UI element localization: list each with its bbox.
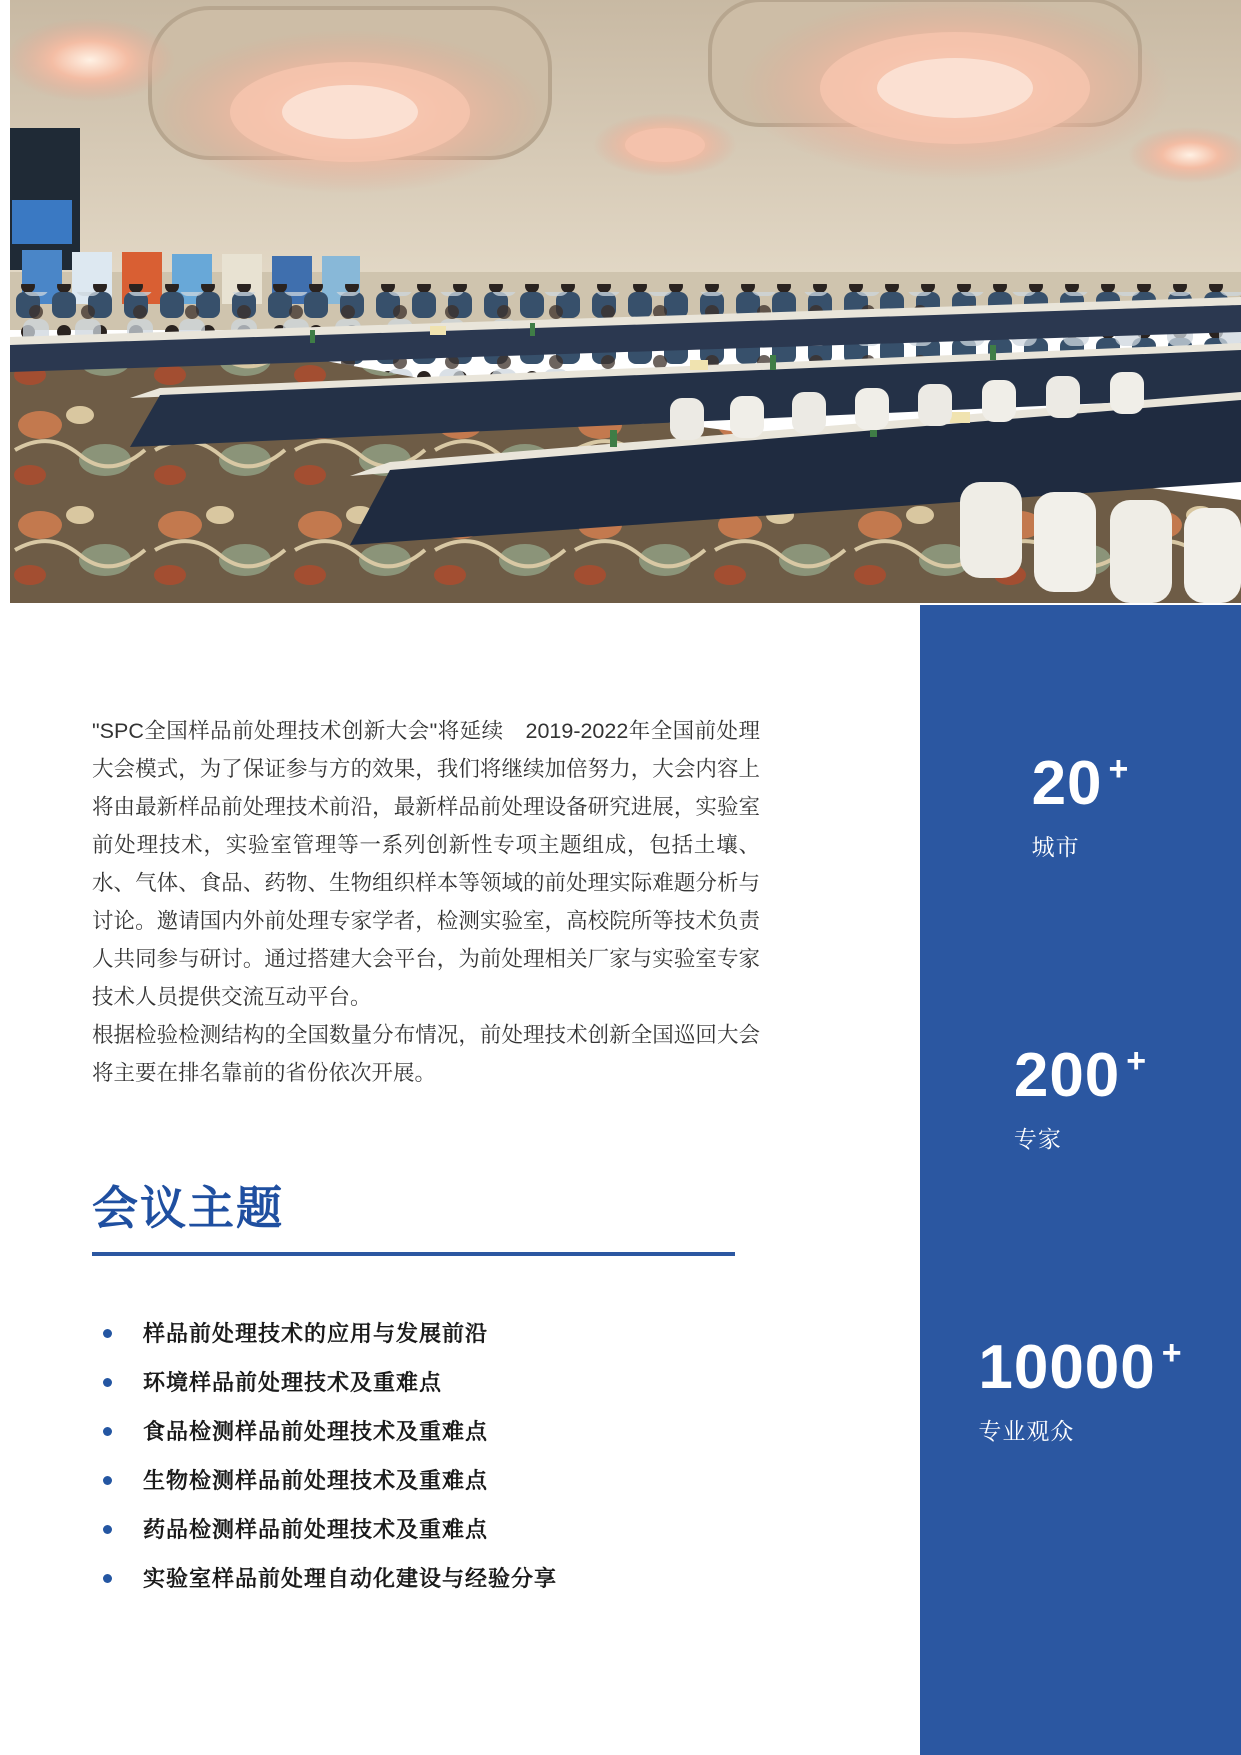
topic-list: [103, 1322, 557, 1616]
topic-item: [103, 1567, 557, 1591]
topic-label: 环境样品前处理技术及重难点: [143, 1370, 443, 1395]
stat-audience-label: 专业观众: [978, 1418, 1075, 1444]
conference-photo: [10, 0, 1241, 603]
topic-label: 药品检测样品前处理技术及重难点: [143, 1517, 489, 1542]
topic-item: [103, 1420, 557, 1444]
plus-icon: +: [1126, 1042, 1148, 1080]
intro-paragraph-1: "SPC全国样品前处理技术创新大会"将延续 2019-2022年全国前处理大会模式，为了保证参与方的效果，我们将继续加倍努力，大会内容上将由最新样品前处理技术前沿，最新样品前处理设备研究进展，实验室前处理技术，实验室管理等一系列创新性专项主题组成，包括土壤、水、气体、食品、药物、生物组织样本等领域的前处理实际难题分析与讨论。邀请国内外前处理专家学者，检测实验室，高校院所等技术负责人共同参与研讨。通过搭建大会平台，为前处理相关厂家与实验室专家技术人员提供交流互动平台。: [92, 719, 760, 1009]
stat-experts: [920, 1041, 1241, 1154]
stat-experts-value: 200 +: [1013, 1041, 1148, 1110]
topic-item: [103, 1322, 557, 1346]
bullet-dot-icon: [103, 1427, 112, 1436]
bullet-dot-icon: [103, 1329, 112, 1338]
stats-panel: [920, 605, 1241, 1755]
section-title: 会议主题: [92, 1182, 284, 1234]
bullet-dot-icon: [103, 1476, 112, 1485]
bullet-dot-icon: [103, 1574, 112, 1583]
section-header: [92, 1178, 735, 1256]
intro-paragraph-2: 根据检验检测结构的全国数量分布情况，前处理技术创新全国巡回大会将主要在排名靠前的省份依次开展。: [92, 1023, 760, 1085]
topic-label: 实验室样品前处理自动化建设与经验分享: [143, 1566, 558, 1591]
topic-item: [103, 1371, 557, 1395]
stat-cities: [920, 749, 1241, 862]
intro-text: [92, 712, 760, 1092]
stat-cities-label: 城市: [1031, 834, 1080, 860]
bullet-dot-icon: [103, 1378, 112, 1387]
topic-item: [103, 1469, 557, 1493]
topic-label: 食品检测样品前处理技术及重难点: [143, 1419, 489, 1444]
stat-cities-value: 20 +: [1031, 749, 1130, 818]
stat-audience-value: 10000 +: [978, 1333, 1183, 1402]
topic-item: [103, 1518, 557, 1542]
stat-audience: [920, 1333, 1241, 1446]
conference-photo-art: [10, 0, 1241, 603]
stat-experts-label: 专家: [1013, 1126, 1062, 1152]
topic-label: 生物检测样品前处理技术及重难点: [143, 1468, 489, 1493]
topic-label: 样品前处理技术的应用与发展前沿: [143, 1321, 489, 1346]
bullet-dot-icon: [103, 1525, 112, 1534]
section-divider: [92, 1252, 735, 1256]
plus-icon: +: [1161, 1334, 1183, 1372]
plus-icon: +: [1108, 750, 1130, 788]
